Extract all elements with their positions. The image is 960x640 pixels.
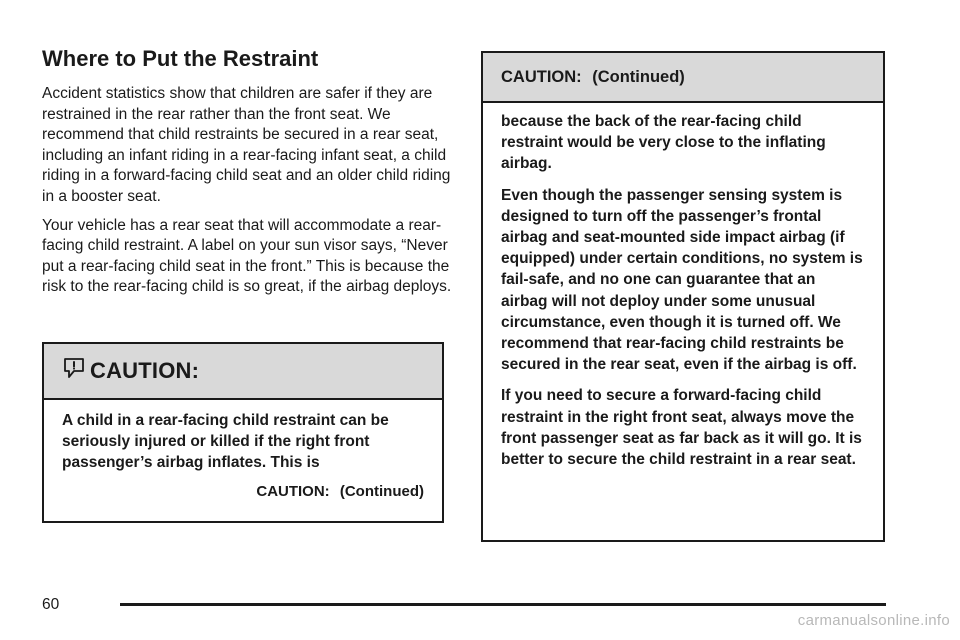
caution-title: CAUTION: bbox=[90, 358, 200, 383]
caution-box bbox=[42, 342, 444, 523]
caution-body-text: A child in a rear-facing child restraint can be seriously injured or killed if the right front passenger’s airbag inflates. This is bbox=[62, 412, 389, 471]
watermark: carmanualsonline.info bbox=[797, 612, 950, 629]
body-paragraph-2: Your vehicle has a rear seat that will accommodate a rear-facing child restraint. A label on your sun visor says, “Never put a rear-facing child seat in the front.” This is because the risk to the rear-facing child is so great, if the airbag deploys. bbox=[42, 216, 452, 296]
caution-continued-box bbox=[481, 51, 885, 542]
caution-continued-paragraph-3: If you need to secure a forward-facing child restraint in the right front seat, always move the front passenger seat as far back as it will go. It is better to secure the child restraint in a rear seat. bbox=[501, 387, 862, 469]
caution-continued-header: CAUTION: (Continued) bbox=[483, 53, 883, 103]
caution-continued-body bbox=[483, 103, 883, 470]
section-title: Where to Put the Restraint bbox=[42, 46, 319, 71]
footer-rule bbox=[120, 603, 886, 606]
page-number: 60 bbox=[42, 596, 60, 613]
caution-continued-paragraph-2: Even though the passenger sensing system is designed to turn off the passenger’s frontal airbag and seat-mounted side impact airbag (if equipped) under certain conditions, no system is fail-safe, and no one can guarantee that an airbag will not deploy under some unusual circumstance, even though it is turned off. We recommend that rear-facing child restraints be secured in the rear seat, even if the airbag is off. bbox=[501, 186, 863, 374]
caution-text bbox=[44, 400, 442, 502]
caution-continued-paragraph-1: because the back of the rear-facing child restraint would be very close to the inflating airbag. bbox=[501, 113, 826, 173]
left-column bbox=[42, 46, 452, 306]
warning-icon bbox=[62, 356, 86, 380]
body-paragraph-1: Accident statistics show that children are safer if they are restrained in the rear rather than the front seat. We recommend that child restraints be secured in a rear seat, including an infant riding in a rear-facing infant seat, a child riding in a forward-facing child seat and an older child riding in a booster seat. bbox=[42, 85, 451, 205]
caution-continued-label: CAUTION: (Continued) bbox=[256, 483, 424, 500]
caution-header bbox=[44, 344, 442, 400]
